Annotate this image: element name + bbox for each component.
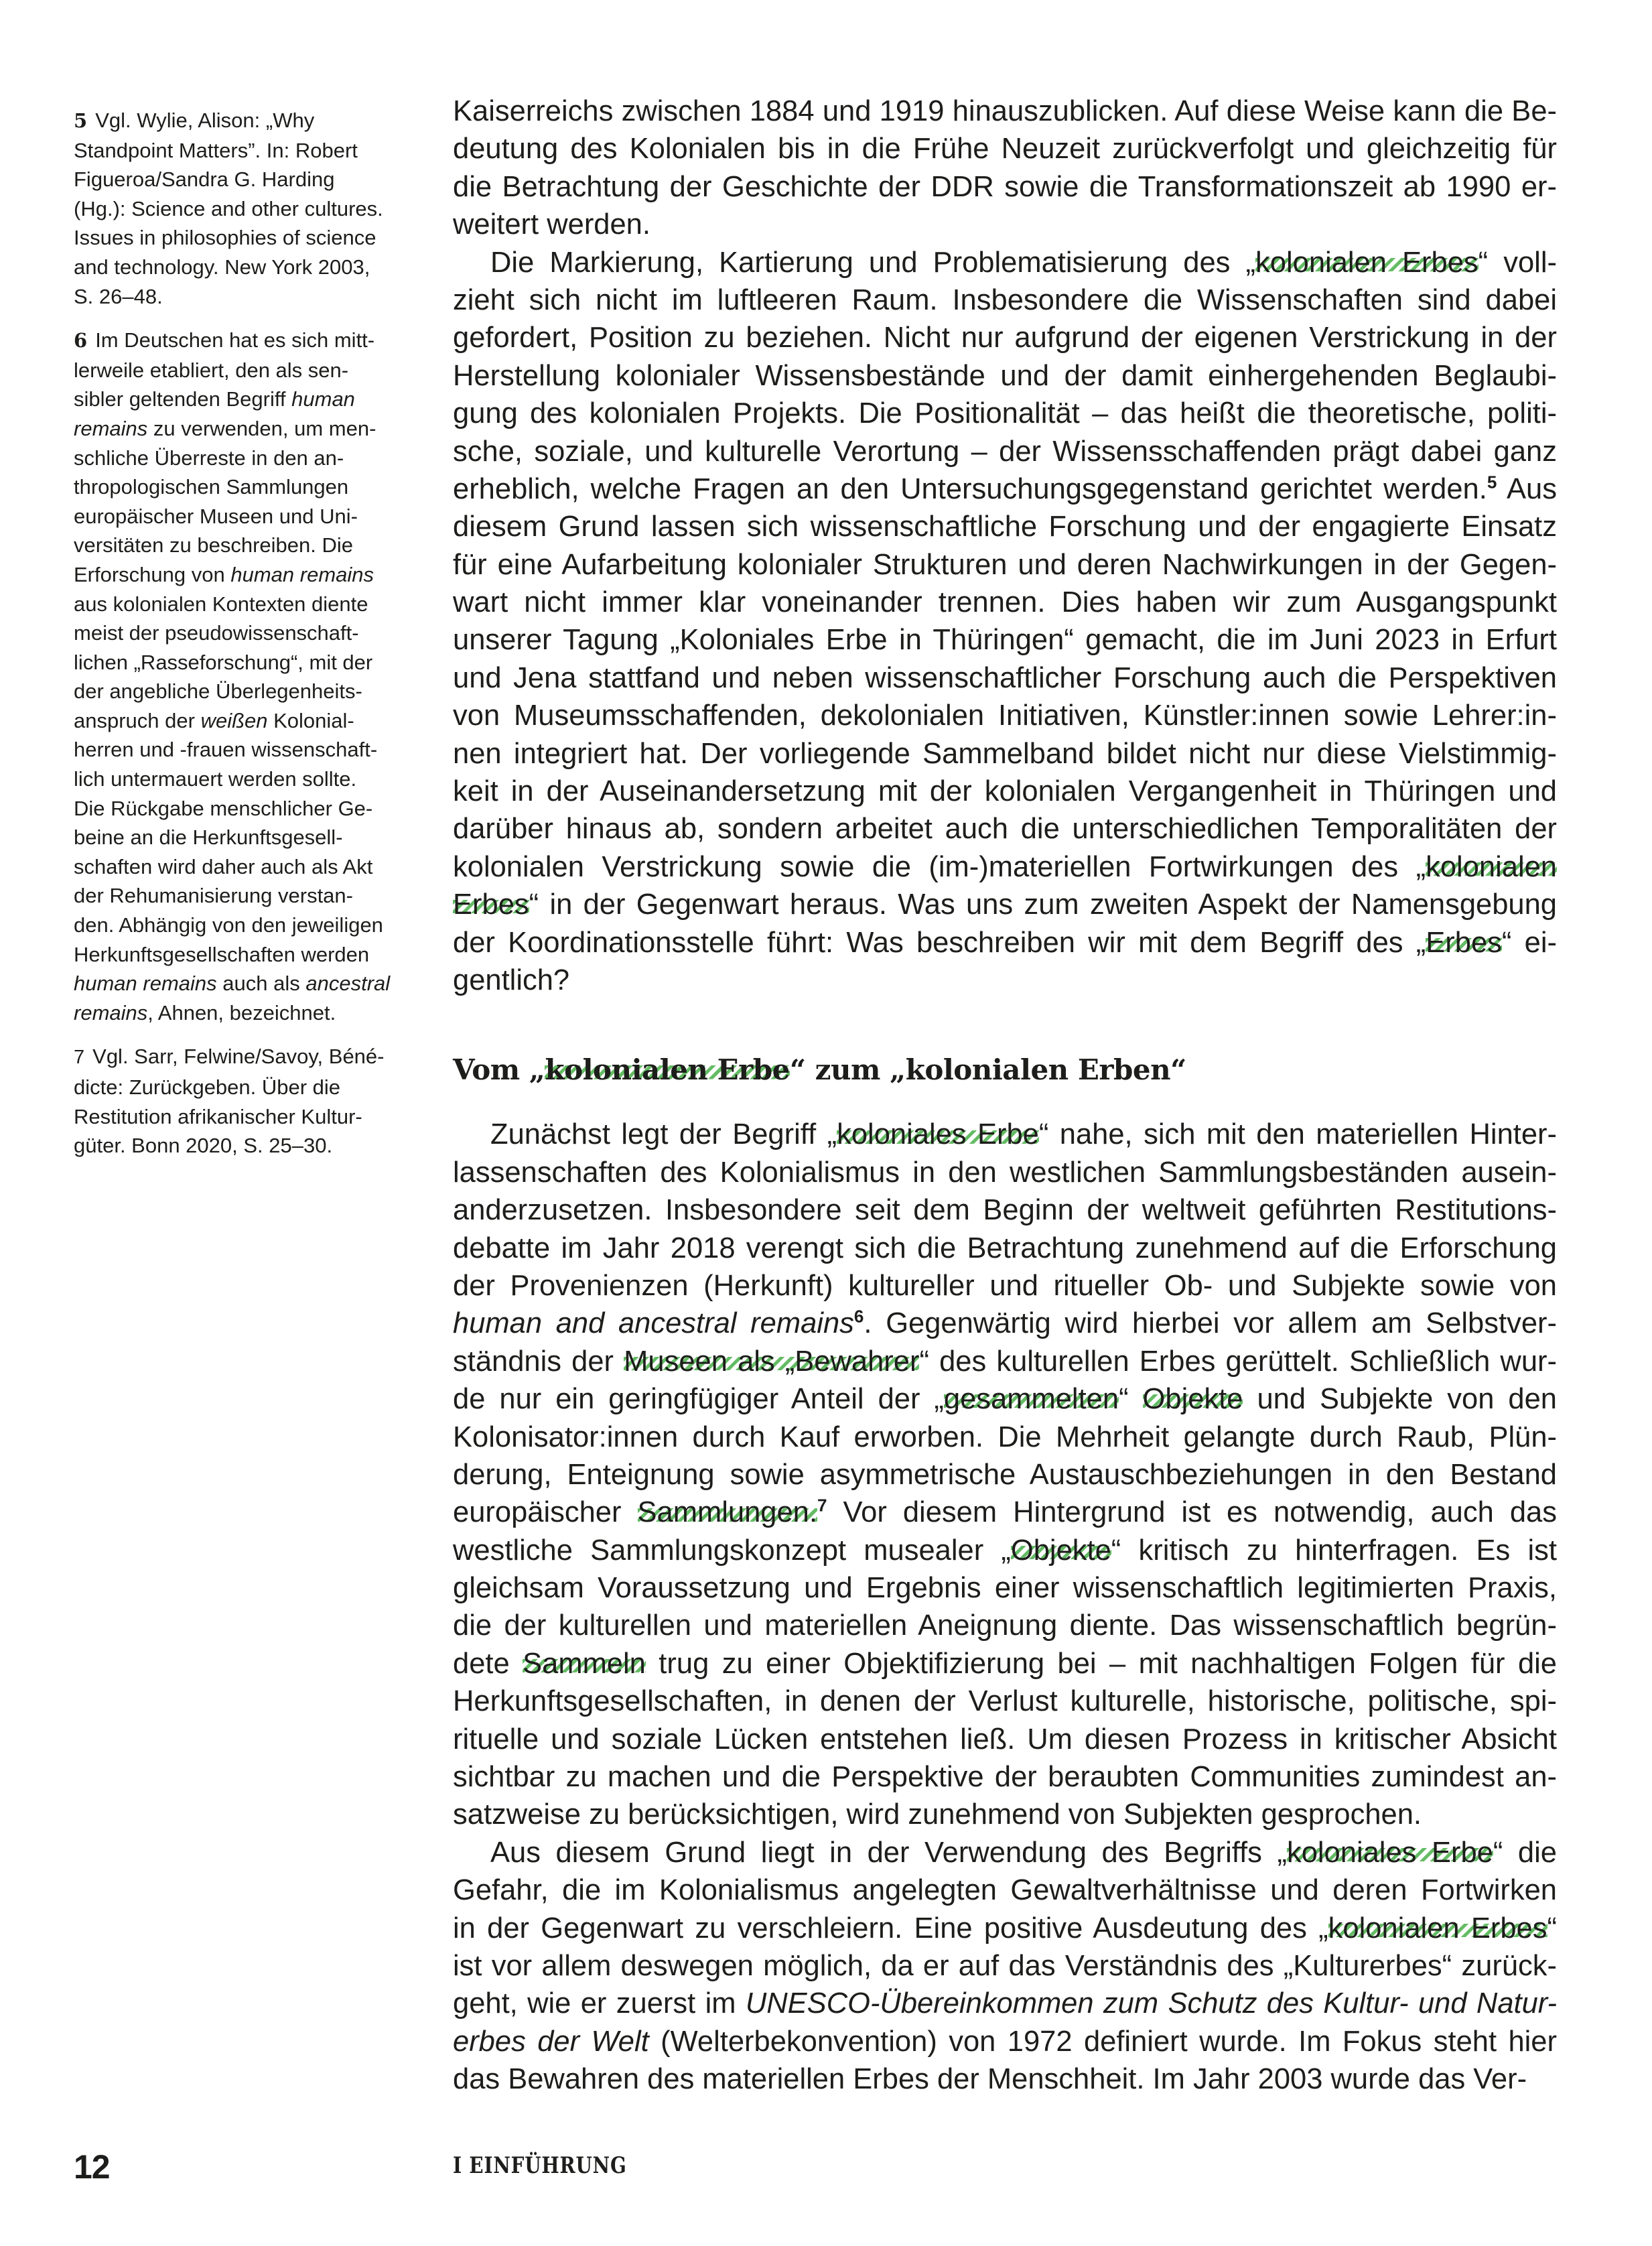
footnote-line bbox=[74, 911, 422, 940]
footnote-line bbox=[74, 1042, 422, 1073]
text-line bbox=[453, 2023, 1557, 2060]
text-line bbox=[453, 1721, 1557, 1758]
highlighted-term: Objekte bbox=[1142, 1383, 1243, 1416]
text-run: dete bbox=[453, 1647, 523, 1680]
text-run: aus kolonialen Kontexten diente bbox=[74, 592, 368, 616]
text-line bbox=[453, 395, 1557, 432]
text-run: keit in der Auseinandersetzung mit der kolonialen Vergangenheit in Thüringen und bbox=[453, 775, 1557, 808]
text-line bbox=[453, 1116, 1557, 1153]
footnote-line bbox=[74, 356, 422, 385]
text-run: die Betrachtung der Geschichte der DDR sowie die Transformationszeit ab 1990 er- bbox=[453, 170, 1557, 203]
footnote-5 bbox=[74, 106, 422, 311]
text-run: der Provenienzen (Herkunft) kultureller und ritueller Ob- und Subjekte sowie von bbox=[453, 1269, 1557, 1302]
paragraph bbox=[453, 1116, 1557, 1833]
text-run: geht, wie er zuerst im bbox=[453, 1987, 746, 2020]
footnote-line bbox=[74, 136, 422, 166]
text-run: weitert werden. bbox=[453, 208, 650, 241]
running-head: I EINFÜHRUNG bbox=[453, 2152, 627, 2179]
text-run: westliche Sammlungskonzept musealer „ bbox=[453, 1534, 1011, 1567]
text-line bbox=[453, 1682, 1557, 1720]
footnote-line bbox=[74, 560, 422, 590]
italic-text: remains bbox=[74, 416, 148, 440]
text-run: kolonialen Verstrickung sowie die (im-)materiellen Fortwirkungen des „ bbox=[453, 850, 1426, 883]
text-line bbox=[453, 1267, 1557, 1305]
text-run: das Bewahren des materiellen Erbes der Menschheit. Im Jahr 2003 wurde das Ver- bbox=[453, 2063, 1527, 2096]
footnote-line bbox=[74, 648, 422, 677]
text-run: Restitution afrikanischer Kultur- bbox=[74, 1104, 362, 1128]
highlighted-term: Sammeln bbox=[523, 1647, 646, 1680]
text-run: anderzusetzen. Insbesondere seit dem Beginn der weltweit geführten Restitutions- bbox=[453, 1194, 1557, 1227]
text-run: auch als bbox=[216, 972, 306, 996]
footnote-line bbox=[74, 385, 422, 414]
italic-text: weißen bbox=[200, 708, 268, 732]
text-run: Kolonial- bbox=[267, 708, 354, 732]
text-line bbox=[453, 773, 1557, 810]
text-run: “ kritisch zu hinterfragen. Es ist bbox=[1111, 1534, 1557, 1567]
text-line bbox=[453, 962, 1557, 999]
text-run: und Subjekte von den bbox=[1243, 1383, 1557, 1416]
highlighted-term: Sammlungen. bbox=[637, 1496, 817, 1529]
text-run: “ bbox=[1547, 1912, 1557, 1944]
footnote-6 bbox=[74, 326, 422, 1027]
text-run: Vgl. Wylie, Alison: „Why bbox=[95, 109, 315, 132]
text-run: sichtbar zu machen und die Perspektive der beraubten Communities zumindest an- bbox=[453, 1761, 1557, 1794]
text-run: thropologischen Sammlungen bbox=[74, 475, 349, 499]
text-run: gefordert, Position zu beziehen. Nicht nur aufgrund der eigenen Verstrickung in der bbox=[453, 322, 1557, 354]
text-run: ist vor allem deswegen möglich, da er auf das Verständnis des „Kulturerbes“ zurück- bbox=[453, 1949, 1557, 1982]
highlighted-term: Erbes bbox=[1426, 926, 1502, 959]
footnote-line bbox=[74, 618, 422, 648]
text-line bbox=[453, 470, 1557, 508]
highlighted-term: gesammelten bbox=[943, 1383, 1119, 1416]
footnote-line bbox=[74, 940, 422, 970]
text-line bbox=[453, 1758, 1557, 1796]
text-line bbox=[453, 244, 1557, 281]
text-run: Die Rückgabe menschlicher Ge- bbox=[74, 796, 373, 820]
text-run: und Jena stattfand und neben wissenschaftlicher Forschung auch die Perspektiven bbox=[453, 661, 1557, 694]
text-run: Kolonisator:innen durch Kauf erworben. Die Mehrheit gelangte durch Raub, Plün- bbox=[453, 1421, 1557, 1453]
footnote-line bbox=[74, 765, 422, 794]
text-line bbox=[453, 1456, 1557, 1494]
section-kolonialen-erben bbox=[453, 1116, 1557, 2098]
text-run: nen integriert hat. Der vorliegende Sammelband bildet nicht nur diese Vielstimmig- bbox=[453, 737, 1557, 770]
footnote-line bbox=[74, 472, 422, 502]
text-run: Gefahr, die im Kolonialismus angelegten Gewaltverhältnisse und deren Fortwirken bbox=[453, 1874, 1557, 1907]
text-run: Standpoint Matters”. In: Robert bbox=[74, 138, 358, 162]
text-line bbox=[453, 1494, 1557, 1531]
footnote-7 bbox=[74, 1042, 422, 1160]
text-line bbox=[453, 621, 1557, 659]
text-run: meist der pseudowissenschaft- bbox=[74, 621, 359, 645]
text-run: , Ahnen, bezeichnet. bbox=[147, 1000, 336, 1025]
italic-text: human and ancestral remains bbox=[453, 1307, 854, 1340]
text-run: Vom „ bbox=[453, 1053, 545, 1087]
page-number: 12 bbox=[74, 2148, 110, 2186]
text-line bbox=[453, 168, 1557, 206]
text-run: sibler geltenden Begriff bbox=[74, 387, 292, 411]
text-run: Die Markierung, Kartierung und Problematisierung des „ bbox=[490, 246, 1256, 279]
text-run: “ ei- bbox=[1501, 926, 1557, 959]
text-run: S. 26–48. bbox=[74, 284, 163, 308]
footnote-line bbox=[74, 969, 422, 998]
footnote-line bbox=[74, 677, 422, 706]
footnote-line bbox=[74, 253, 422, 282]
text-run: lich untermauert werden sollte. bbox=[74, 767, 357, 791]
text-line bbox=[453, 508, 1557, 545]
italic-text: UNESCO-Übereinkommen zum Schutz des Kultur- und Natur- bbox=[745, 1987, 1557, 2020]
footnote-line bbox=[74, 794, 422, 823]
footnote-line bbox=[74, 326, 422, 356]
highlighted-term: kolonialen Erbes bbox=[1255, 246, 1478, 279]
text-line bbox=[453, 92, 1557, 130]
text-line bbox=[453, 1418, 1557, 1456]
section-intro-continued bbox=[453, 92, 1557, 999]
text-run: lassenschaften des Kolonialismus in den westlichen Sammlungsbeständen ausein- bbox=[453, 1156, 1557, 1189]
footnote-ref: 6 bbox=[853, 1306, 864, 1327]
text-run: europäischer bbox=[453, 1496, 638, 1529]
text-line bbox=[453, 1834, 1557, 1871]
paragraph bbox=[453, 244, 1557, 1000]
text-run: Issues in philosophies of science bbox=[74, 226, 376, 250]
highlighted-term: kolonialen Erbe bbox=[545, 1053, 790, 1087]
text-run: Im Deutschen hat es sich mitt- bbox=[95, 328, 375, 352]
text-run: Vgl. Sarr, Felwine/Savoy, Béné- bbox=[92, 1045, 385, 1069]
text-run: schliche Überreste in den an- bbox=[74, 446, 344, 470]
text-run: von Museumsschaffenden, dekolonialen Initiativen, Künstler:innen sowie Lehrer:in- bbox=[453, 700, 1557, 732]
text-run: rituelle und soziale Lücken entstehen ließ. Um diesen Prozess in kritischer Absicht bbox=[453, 1723, 1557, 1756]
footnote-line bbox=[74, 590, 422, 619]
text-line bbox=[453, 281, 1557, 319]
text-line bbox=[453, 1947, 1557, 1985]
text-line bbox=[453, 2060, 1557, 2098]
footnote-number: 6 bbox=[74, 329, 88, 352]
text-run: erheblich, welche Fragen an den Untersuchungsgegenstand gerichtet werden. bbox=[453, 472, 1487, 505]
text-line bbox=[453, 319, 1557, 356]
text-run: “ nahe, sich mit den materiellen Hinter- bbox=[1038, 1118, 1558, 1151]
text-run: Zunächst legt der Begriff „ bbox=[490, 1118, 837, 1151]
text-run: europäischer Museen und Uni- bbox=[74, 504, 358, 528]
text-run: güter. Bonn 2020, S. 25–30. bbox=[74, 1134, 333, 1158]
text-run: (Welterbekonvention) von 1972 definiert wurde. Im Fokus steht hier bbox=[648, 2025, 1557, 2058]
text-line bbox=[453, 130, 1557, 168]
highlighted-term: koloniales Erbe bbox=[837, 1118, 1039, 1151]
text-run: . Gegenwärtig wird hierbei vor allem am Selbstver- bbox=[864, 1307, 1557, 1340]
text-run: de nur ein geringfügiger Anteil der „ bbox=[453, 1383, 944, 1416]
text-line bbox=[453, 924, 1557, 962]
text-line bbox=[453, 206, 1557, 243]
text-run: Kaiserreichs zwischen 1884 und 1919 hinauszublicken. Auf diese Weise kann die Be- bbox=[453, 95, 1557, 127]
text-run: “ in der Gegenwart heraus. Was uns zum zweiten Aspekt der Namensgebung bbox=[529, 888, 1557, 921]
text-line bbox=[453, 1871, 1557, 1909]
text-line bbox=[453, 1645, 1557, 1682]
text-line bbox=[453, 1910, 1557, 1947]
text-run: der Rehumanisierung verstan- bbox=[74, 884, 353, 908]
text-run: gentlich? bbox=[453, 964, 570, 996]
text-run: “ zum „kolonialen Erben“ bbox=[789, 1053, 1186, 1087]
paragraph bbox=[453, 92, 1557, 244]
text-run: wart nicht immer klar voneinander trennen. Dies haben wir zum Ausgangspunkt bbox=[453, 586, 1557, 619]
footnote-line bbox=[74, 852, 422, 882]
text-run: die der kulturellen und materiellen Aneignung diente. Das wissenschaftlich begrün- bbox=[453, 1609, 1557, 1642]
footnote-line bbox=[74, 998, 422, 1028]
text-run: zu verwenden, um men- bbox=[147, 416, 376, 440]
text-run: ständnis der bbox=[453, 1345, 624, 1378]
highlighted-term: Objekte bbox=[1010, 1534, 1111, 1567]
text-run: “ die bbox=[1493, 1836, 1557, 1869]
footnote-line bbox=[74, 165, 422, 194]
footnote-number: 5 bbox=[74, 109, 88, 132]
text-run: für eine Aufarbeitung kolonialer Strukturen und deren Nachwirkungen in der Gegen- bbox=[453, 548, 1557, 581]
highlighted-term: koloniales Erbe bbox=[1286, 1836, 1493, 1869]
text-run: lerweile etabliert, den als sen- bbox=[74, 358, 349, 382]
footnote-line bbox=[74, 531, 422, 560]
text-line bbox=[453, 1569, 1557, 1607]
text-run: “ des kulturellen Erbes gerüttelt. Schließlich wur- bbox=[919, 1345, 1557, 1378]
main-text-column bbox=[453, 92, 1557, 2099]
text-line bbox=[453, 1985, 1557, 2022]
text-run: Erforschung von bbox=[74, 562, 231, 586]
text-run: sche, soziale, und kulturelle Verortung – der Wissensschaffenden prägt dabei ganz bbox=[453, 435, 1557, 468]
footnote-line bbox=[74, 706, 422, 736]
highlighted-term: Museen als „Bewahrer bbox=[624, 1345, 920, 1378]
footnote-ref: 7 bbox=[817, 1495, 827, 1516]
text-run: and technology. New York 2003, bbox=[74, 255, 370, 279]
footnote-line bbox=[74, 881, 422, 911]
footnote-line bbox=[74, 223, 422, 253]
text-run: unserer Tagung „Koloniales Erbe in Thüringen“ gemacht, die im Juni 2023 in Erfurt bbox=[453, 624, 1557, 657]
text-run: (Hg.): Science and other cultures. bbox=[74, 196, 383, 220]
footnote-line bbox=[74, 444, 422, 473]
text-run: lichen „Rasseforschung“, mit der bbox=[74, 650, 373, 674]
footnote-number: 7 bbox=[74, 1047, 85, 1069]
text-line bbox=[453, 697, 1557, 734]
text-run: Herkunftsgesellschaften, in denen der Verlust kulturelle, historische, politische, spi- bbox=[453, 1685, 1557, 1718]
text-run: deutung des Kolonialen bis in die Frühe Neuzeit zurückverfolgt und gleichzeitig für bbox=[453, 133, 1557, 166]
footnote-line bbox=[74, 106, 422, 136]
text-run: beine an die Herkunftsgesell- bbox=[74, 825, 343, 850]
text-run: der Koordinationsstelle führt: Was beschreiben wir mit dem Begriff des „ bbox=[453, 926, 1426, 959]
italic-text: human remains bbox=[74, 972, 217, 996]
text-line bbox=[453, 1380, 1557, 1418]
text-line bbox=[453, 810, 1557, 848]
text-run: debatte im Jahr 2018 verengt sich die Betrachtung zunehmend auf die Erforschung bbox=[453, 1232, 1557, 1264]
footnote-line bbox=[74, 282, 422, 312]
text-run: “ bbox=[1119, 1383, 1143, 1416]
text-line bbox=[453, 584, 1557, 621]
text-line bbox=[453, 1796, 1557, 1833]
text-run: diesem Grund lassen sich wissenschaftliche Forschung und der engagierte Einsatz bbox=[453, 511, 1557, 543]
text-line bbox=[453, 1532, 1557, 1569]
text-line bbox=[453, 1305, 1557, 1342]
section-heading bbox=[453, 1051, 1557, 1089]
text-line bbox=[453, 357, 1557, 395]
footnote-ref: 5 bbox=[1487, 472, 1497, 492]
footnote-line bbox=[74, 1131, 422, 1161]
text-line bbox=[453, 735, 1557, 773]
footnote-line bbox=[74, 194, 422, 224]
paragraph bbox=[453, 1834, 1557, 2099]
text-run: versitäten zu beschreiben. Die bbox=[74, 533, 354, 557]
text-line bbox=[453, 1230, 1557, 1267]
footnote-line bbox=[74, 1102, 422, 1132]
text-run: den. Abhängig von den jeweiligen bbox=[74, 913, 383, 937]
footnote-line bbox=[74, 1073, 422, 1102]
text-line bbox=[453, 1343, 1557, 1380]
text-line bbox=[453, 848, 1557, 886]
footnote-line bbox=[74, 414, 422, 444]
footnote-line bbox=[74, 823, 422, 852]
text-run: Herstellung kolonialer Wissensbestände und der damit einhergehenden Beglaubi- bbox=[453, 359, 1557, 392]
text-run: Figueroa/Sandra G. Harding bbox=[74, 168, 335, 192]
text-line bbox=[453, 1191, 1557, 1229]
footnote-line bbox=[74, 502, 422, 531]
text-line bbox=[453, 433, 1557, 470]
text-run: derung, Enteignung sowie asymmetrische Austauschbeziehungen in den Bestand bbox=[453, 1458, 1557, 1491]
text-run: der angebliche Überlegenheits- bbox=[74, 679, 362, 704]
highlighted-term: kolonialen Erbes bbox=[1328, 1912, 1547, 1944]
text-line bbox=[453, 1607, 1557, 1644]
text-run: “ voll- bbox=[1478, 246, 1557, 279]
text-line bbox=[453, 886, 1557, 923]
text-run: Aus diesem Grund liegt in der Verwendung des Begriffs „ bbox=[490, 1836, 1287, 1869]
text-run: gung des kolonialen Projekts. Die Positionalität – das heißt die theoretische, politi- bbox=[453, 397, 1557, 430]
italic-text: human remains bbox=[230, 562, 374, 586]
footnote-line bbox=[74, 735, 422, 765]
text-run: anspruch der bbox=[74, 708, 201, 732]
text-run: Aus bbox=[1497, 472, 1557, 505]
text-run: gleichsam Voraussetzung und Ergebnis einer wissenschaftlich legitimierten Praxis, bbox=[453, 1572, 1557, 1605]
text-run: Vor diesem Hintergrund ist es notwendig, auch das bbox=[827, 1496, 1558, 1529]
text-run: schaften wird daher auch als Akt bbox=[74, 854, 373, 878]
text-run: dicte: Zurückgeben. Über die bbox=[74, 1075, 341, 1099]
highlighted-term: Erbes bbox=[453, 888, 529, 921]
text-run: trug zu einer Objektifizierung bei – mit nachhaltigen Folgen für die bbox=[645, 1647, 1557, 1680]
text-run: herren und -frauen wissenschaft- bbox=[74, 738, 378, 762]
text-line bbox=[453, 659, 1557, 697]
text-run: satzweise zu berücksichtigen, wird zunehmend von Subjekten gesprochen. bbox=[453, 1798, 1422, 1831]
italic-text: remains bbox=[74, 1000, 148, 1025]
italic-text: erbes der Welt bbox=[453, 2025, 649, 2058]
text-run: darüber hinaus ab, sondern arbeitet auch die unterschiedlichen Temporalitäten der bbox=[453, 813, 1557, 846]
footnote-column bbox=[74, 106, 422, 1175]
highlighted-term: kolonialen bbox=[1426, 850, 1557, 883]
text-run: zieht sich nicht im luftleeren Raum. Insbesondere die Wissenschaften sind dabei bbox=[453, 283, 1557, 316]
italic-text: ancestral bbox=[305, 972, 391, 996]
text-run: Herkunftsgesellschaften werden bbox=[74, 942, 370, 966]
text-line bbox=[453, 546, 1557, 584]
text-line bbox=[453, 1154, 1557, 1191]
italic-text: human bbox=[291, 387, 355, 411]
text-run: in der Gegenwart zu verschleiern. Eine positive Ausdeutung des „ bbox=[453, 1912, 1328, 1944]
